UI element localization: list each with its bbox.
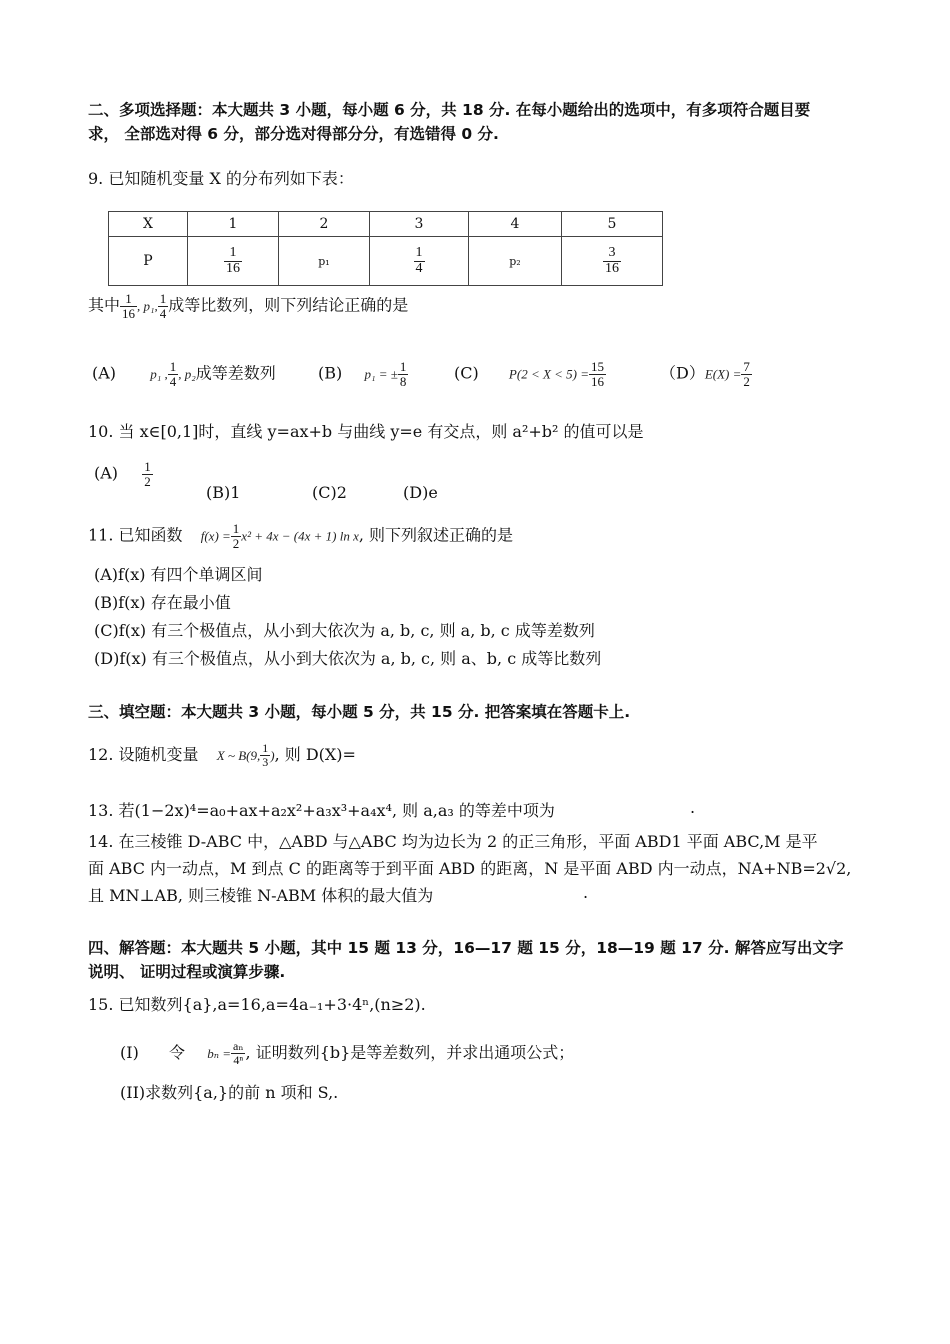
table-cell-fraction: $\frac{1}{16}$ [188, 237, 279, 286]
q15-stem: 15. 已知数列{a},a=16,a=4a₋₁+3·4ⁿ,(n≥2). [88, 995, 426, 1014]
table-header-cell: 1 [188, 212, 279, 237]
q9-stem: 9. 已知随机变量 X 的分布列如下表： [88, 169, 354, 188]
table-header-cell: 3 [370, 212, 469, 237]
table-cell-fraction: $\frac{3}{16}$ [562, 237, 663, 286]
q9-option-c: (C) P(2 < X < 5) = $\frac{15}{16}$ [454, 359, 605, 389]
q9-option-a: (A) p₁ , $\frac{1}{4}$ , p₂成等差数列 [92, 359, 276, 389]
q13-stem: 13. 若(1−2x)⁴=a₀+ax+a₂x²+a₃x³+a₄x⁴, 则 a,a₃ 的等差中项为 [88, 801, 555, 820]
distribution-table [108, 211, 663, 286]
q10-option-c: (C)2 [312, 483, 347, 502]
q10-option-b: (B)1 [206, 483, 241, 502]
q9-option-b: (B) p₁ = ± $\frac{1}{8}$ [318, 359, 407, 389]
q11-option-b: (B)f(x) 存在最小值 [94, 593, 231, 612]
q10-stem: 10. 当 x∈[0,1]时，直线 y=ax+b 与曲线 y=e 有交点，则 a²+b² 的值可以是 [88, 422, 644, 441]
table-header-cell: 4 [469, 212, 562, 237]
table-cell-p1: p₁ [279, 237, 370, 286]
q11-option-d: (D)f(x) 有三个极值点，从小到大依次为 a, b, c, 则 a、b, c 成等比数列 [94, 649, 602, 668]
table-cell-p2: p₂ [469, 237, 562, 286]
q15-part2: (II)求数列{a,}的前 n 项和 S,. [120, 1083, 339, 1102]
q10-option-d: (D)e [403, 483, 438, 502]
q9-condition: 其中 $\frac{1}{16}$ , p₁, $\frac{1}{4}$ 成等比数列，则下列结论正确的是 [88, 291, 409, 321]
q9-option-d: （D）E(X) = $\frac{7}{2}$ [660, 359, 750, 389]
table-header-cell: X [109, 212, 188, 237]
section-4-heading-line2: 说明、 证明过程或演算步骤. [88, 963, 286, 981]
q14-line3: 且 MN⊥AB, 则三棱锥 N-ABM 体积的最大值为 [88, 886, 434, 905]
q14-end: . [583, 883, 589, 902]
q11-option-a: (A)f(x) 有四个单调区间 [94, 565, 263, 584]
q11-option-c: (C)f(x) 有三个极值点，从小到大依次为 a, b, c, 则 a, b, c 成等差数列 [94, 621, 595, 640]
section-2-heading-line2: 求， 全部选对得 6 分，部分选对得部分分，有选错得 0 分. [88, 125, 499, 143]
table-header-cell: 5 [562, 212, 663, 237]
section-3-heading: 三、填空题：本大题共 3 小题，每小题 5 分，共 15 分. 把答案填在答题卡上. [88, 703, 631, 721]
section-4-heading-line1: 四、解答题：本大题共 5 小题，其中 15 题 13 分，16—17 题 15 分，18—19 题 17 分. 解答应写出文字 [88, 939, 844, 957]
q15-part1: (I) 令 bₙ = $\frac{\text{aₙ}}{\text{4ⁿ}}$ , 证明数列{b}是等差数列，并求出通项公式； [120, 1039, 575, 1067]
q14-line1: 14. 在三棱锥 D-ABC 中，△ABD 与△ABC 均为边长为 2 的正三角形，平面 ABD1 平面 ABC,M 是平 [88, 832, 818, 851]
q14-line2: 面 ABC 内一动点，M 到点 C 的距离等于到平面 ABD 的距离，N 是平面 ABD 内一动点，NA+NB=2√2, [88, 859, 852, 878]
table-cell-fraction: $\frac{1}{4}$ [370, 237, 469, 286]
q10-option-a: (A) $\frac{1}{2}$ [94, 459, 151, 489]
section-2-heading-line1: 二、多项选择题：本大题共 3 小题，每小题 6 分，共 18 分. 在每小题给出的选项中，有多项符合题目要 [88, 101, 811, 119]
q12-stem: 12. 设随机变量 X ~ B(9, $\frac{1}{3}$ ), 则 D(X)= [88, 741, 356, 769]
table-header-cell: 2 [279, 212, 370, 237]
q11-stem: 11. 已知函数 f(x) = $\frac{1}{2}$ x² + 4x − (4x + 1) ln x, 则下列叙述正确的是 [88, 521, 514, 551]
q13-end: . [690, 798, 696, 817]
table-row-label: P [109, 237, 188, 286]
